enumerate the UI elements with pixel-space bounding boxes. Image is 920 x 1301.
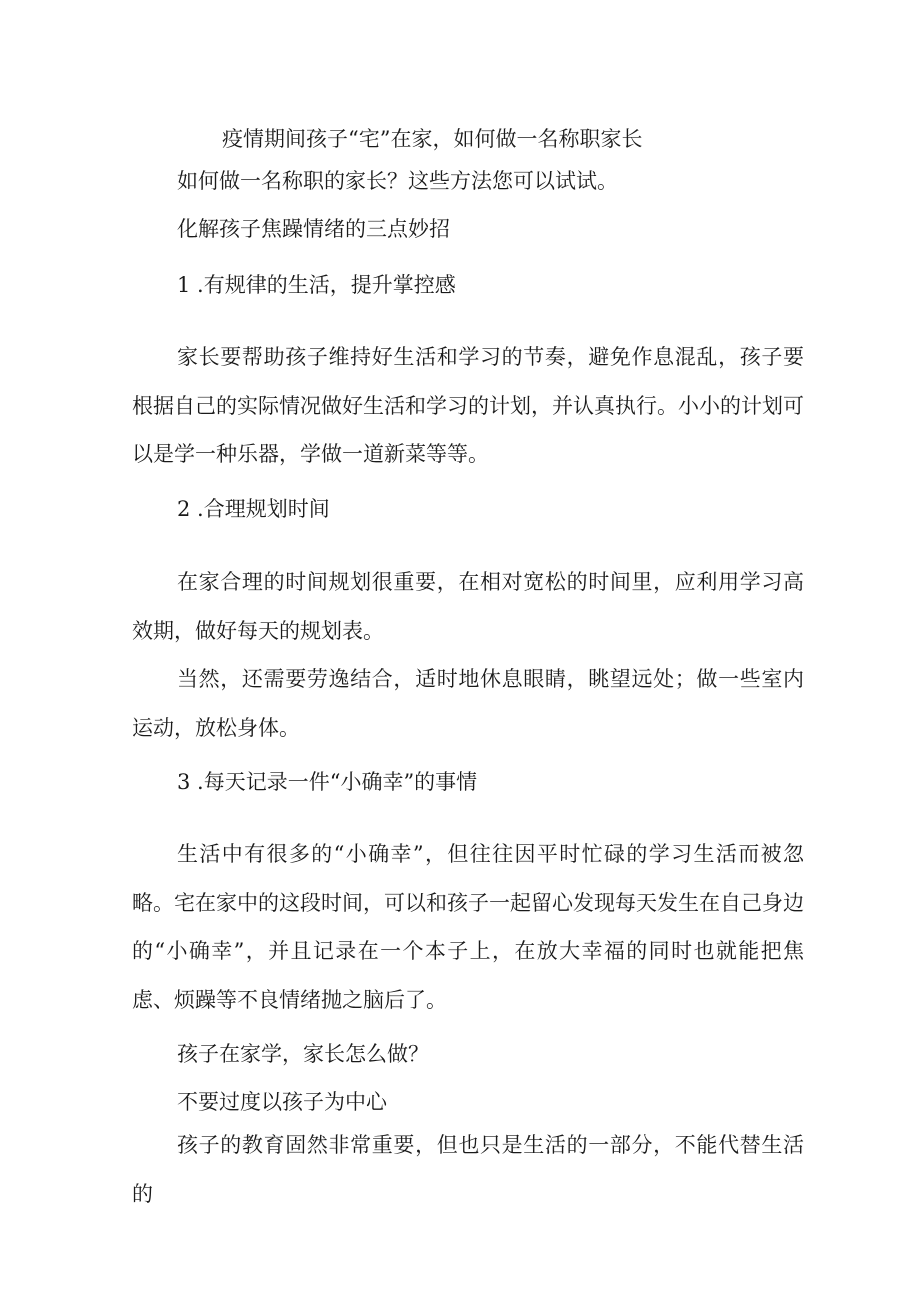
item-heading-3: 3 .每天记录一件“小确幸”的事情 [177,770,478,794]
intro-line: 如何做一名称职的家长？这些方法您可以试试。 [177,169,618,193]
item-heading-1: 1 .有规律的生活，提升掌控感 [177,273,456,297]
item-2-paragraph-1: 在家合理的时间规划很重要，在相对宽松的时间里，应利用学习高效期，做好每天的规划表。 [132,570,804,643]
item-3-paragraph: 生活中有很多的“小确幸”，但往往因平时忙碌的学习生活而被忽略。宅在家中的这段时间，可以和孩子一起留心发现每天发生在自己身边的“小确幸”，并且记录在一个本子上，在放大幸福的同时也就能把焦虑、烦躁等不良情绪抛之脑后了。 [132,842,804,1012]
item-heading-2: 2 .合理规划时间 [177,497,330,521]
item-2-paragraph-2: 当然，还需要劳逸结合，适时地休息眼睛，眺望远处；做一些室内运动，放松身体。 [132,667,804,740]
item-1-paragraph: 家长要帮助孩子维持好生活和学习的节奏，避免作息混乱，孩子要根据自己的实际情况做好生活和学习的计划，并认真执行。小小的计划可以是学一种乐器，学做一道新菜等等。 [132,345,804,466]
section-heading: 化解孩子焦躁情绪的三点妙招 [177,217,450,241]
subheading-line: 不要过度以孩子为中心 [177,1090,387,1114]
closing-paragraph: 孩子的教育固然非常重要，但也只是生活的一部分，不能代替生活的 [132,1133,804,1206]
question-line: 孩子在家学，家长怎么做？ [177,1042,429,1066]
document-title: 疫情期间孩子“宅”在家，如何做一名称职家长 [222,127,643,151]
